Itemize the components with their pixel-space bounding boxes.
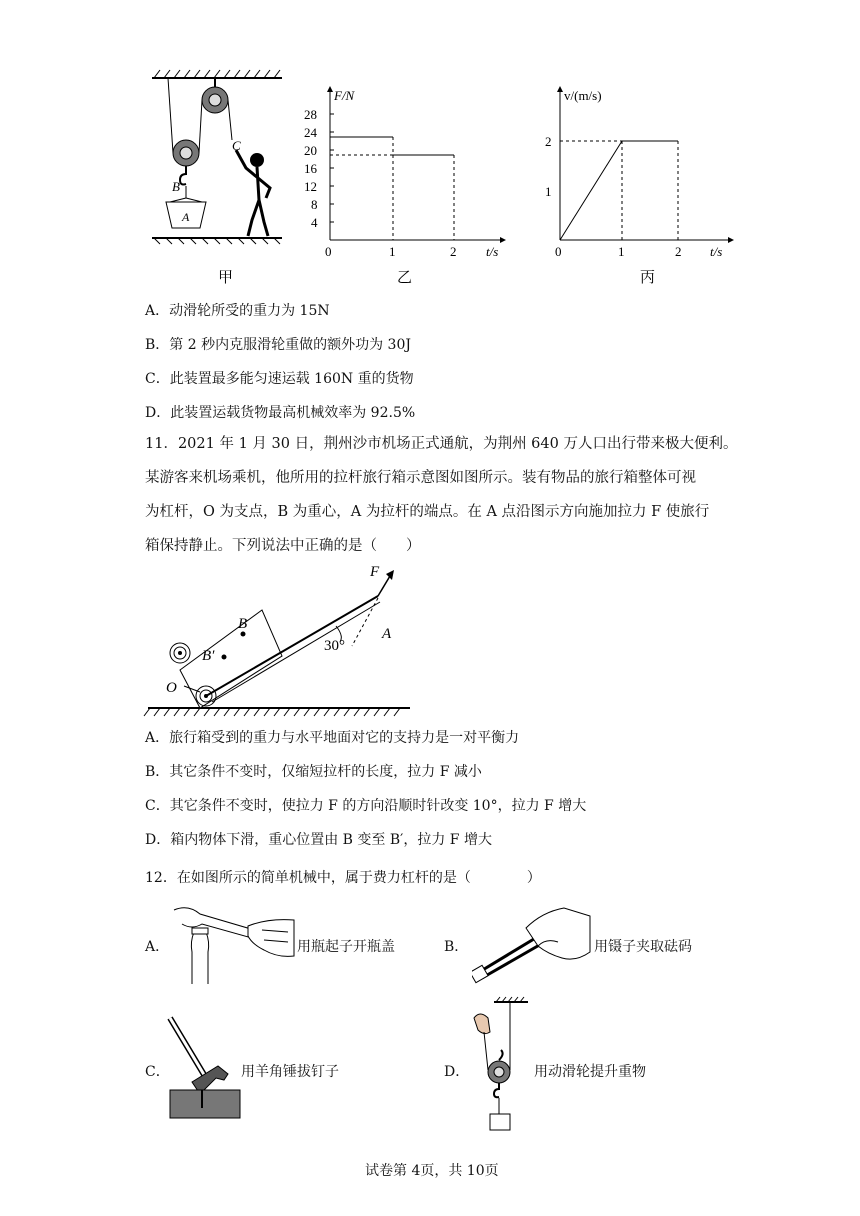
figure-jia-pulley <box>140 60 290 290</box>
q12-option-c-text: 用羊角锤拔钉子 <box>241 1064 339 1080</box>
label-B: B <box>238 616 248 632</box>
q12-stem: 12．在如图所示的简单机械中，属于费力杠杆的是（ ） <box>145 870 541 886</box>
label-F: F <box>370 564 380 580</box>
q10-option-c: C．此装置最多能匀速运载 160N 重的货物 <box>145 371 414 387</box>
bottle-opener-image <box>168 900 298 984</box>
q12-option-d-text: 用动滑轮提升重物 <box>534 1064 646 1080</box>
q12-option-a-letter: A． <box>145 939 170 955</box>
y-axis-label: F/N <box>334 88 355 103</box>
x-tick-1: 1 <box>618 244 625 259</box>
y-tick-12: 12 <box>304 179 317 194</box>
label-A: A <box>382 626 392 642</box>
q11-stem-line-3: 为杠杆，O 为支点，B 为重心，A 为拉杆的端点。在 A 点沿图示方向施加拉力 F 使旅行 <box>145 504 710 520</box>
y-axis-label: v/(m/s) <box>564 88 602 103</box>
y-tick-16: 16 <box>304 161 317 176</box>
movable-pulley-image <box>470 996 530 1136</box>
figure-bing-velocity-time <box>540 80 740 290</box>
label-angle: 30° <box>324 638 345 654</box>
label-A: A <box>182 210 190 224</box>
tweezers-image <box>472 902 592 986</box>
x-axis-label: t/s <box>486 244 499 259</box>
x-tick-2: 2 <box>450 244 457 259</box>
label-B-prime: B′ <box>202 648 215 664</box>
y-tick-24: 24 <box>304 125 317 140</box>
q10-option-d: D．此装置运载货物最高机械效率为 92.5% <box>145 405 416 421</box>
page-footer: 试卷第 4页，共 10页 <box>365 1163 499 1179</box>
q10-option-a: A．动滑轮所受的重力为 15N <box>145 303 330 319</box>
q10-option-b: B．第 2 秒内克服滑轮重做的额外功为 30J <box>145 337 411 353</box>
q12-option-b-text: 用镊子夹取砝码 <box>594 939 692 955</box>
q11-option-a: A．旅行箱受到的重力与水平地面对它的支持力是一对平衡力 <box>145 730 520 746</box>
claw-hammer-image <box>164 1012 244 1120</box>
q12-option-d-letter: D． <box>444 1064 470 1080</box>
q11-option-c: C．其它条件不变时，使拉力 F 的方向沿顺时针改变 10°，拉力 F 增大 <box>145 798 587 814</box>
caption-bing: 丙 <box>640 270 656 286</box>
caption-yi: 乙 <box>397 270 413 286</box>
label-C: C <box>232 138 241 153</box>
q11-stem-line-1: 11．2021 年 1 月 30 日，荆州沙市机场正式通航，为荆州 640 万人口出行带来极大便利。 <box>145 436 738 452</box>
q12-option-b-letter: B． <box>444 939 469 955</box>
caption-jia: 甲 <box>218 270 234 286</box>
q12-option-c-letter: C． <box>145 1064 170 1080</box>
x-tick-0: 0 <box>555 244 562 259</box>
x-tick-1: 1 <box>389 244 396 259</box>
y-tick-8: 8 <box>311 197 318 212</box>
y-tick-28: 28 <box>304 107 317 122</box>
q11-stem-line-4: 箱保持静止。下列说法中正确的是（ ） <box>145 538 421 554</box>
label-O: O <box>166 680 177 696</box>
q11-stem-line-2: 某游客来机场乘机，他所用的拉杆旅行箱示意图如图所示。装有物品的旅行箱整体可视 <box>145 470 696 486</box>
y-tick-2: 2 <box>545 134 552 149</box>
x-axis-label: t/s <box>710 244 723 259</box>
accel-line <box>560 141 622 240</box>
x-tick-2: 2 <box>675 244 682 259</box>
y-tick-4: 4 <box>311 215 318 230</box>
figure-yi-force-time <box>296 80 506 290</box>
q11-option-b: B．其它条件不变时，仅缩短拉杆的长度，拉力 F 减小 <box>145 764 482 780</box>
y-tick-1: 1 <box>545 184 552 199</box>
q11-option-d: D．箱内物体下滑，重心位置由 B 变至 B′，拉力 F 增大 <box>145 832 492 848</box>
q12-option-a-text: 用瓶起子开瓶盖 <box>297 939 395 955</box>
label-B: B <box>172 179 180 194</box>
x-tick-0: 0 <box>325 244 332 259</box>
figure-suitcase-lever <box>140 560 420 720</box>
y-tick-20: 20 <box>304 143 317 158</box>
